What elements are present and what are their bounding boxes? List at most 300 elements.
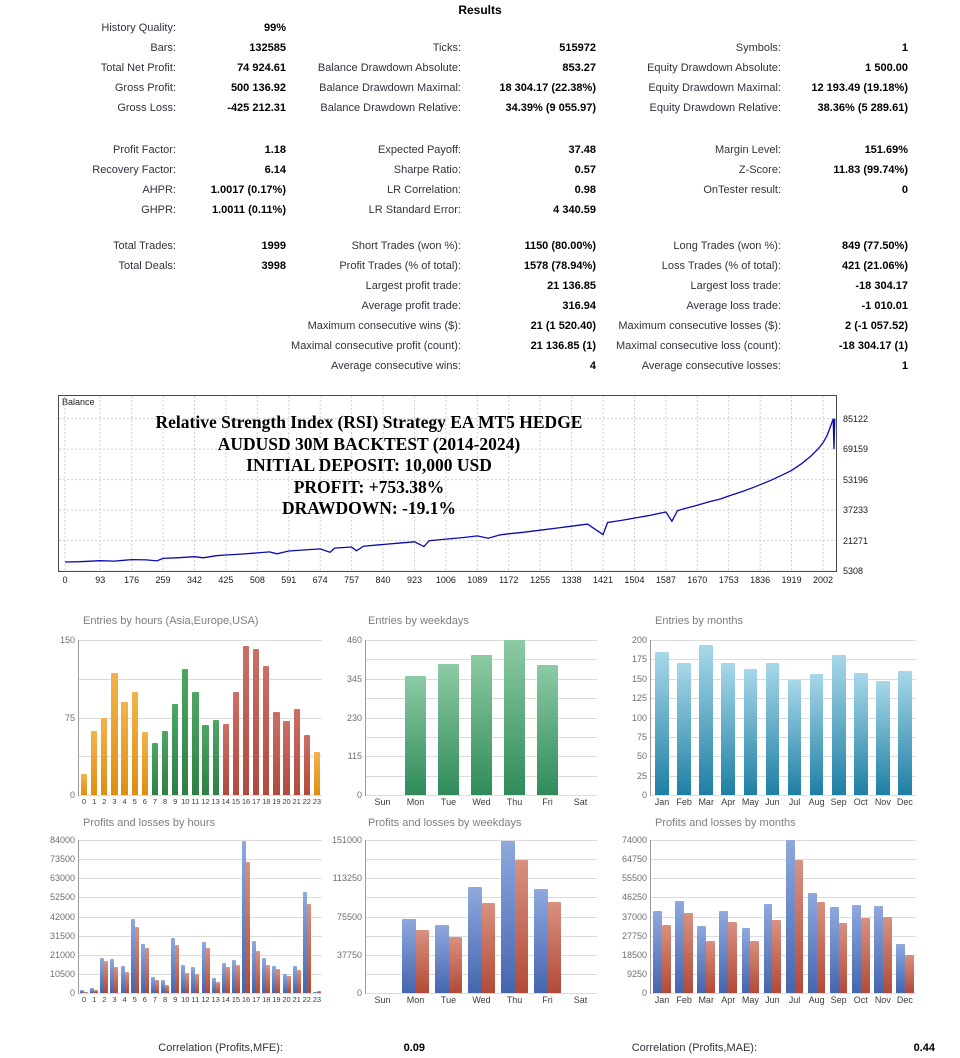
chart-entries-by-weekdays (346, 635, 597, 807)
stat-label: GHPR: (141, 204, 176, 216)
stat-label: Expected Payoff: (378, 144, 461, 156)
bar-entries (788, 680, 802, 795)
y-tick-label: 55500 (621, 873, 647, 884)
bar-group (99, 840, 109, 993)
x-tick-label: Thu (506, 797, 523, 807)
x-tick-label: 20 (282, 797, 291, 806)
x-tick-label: Sep (830, 995, 847, 1005)
y-tick-label: 175 (631, 654, 647, 665)
bar-loss (206, 948, 210, 993)
bar-loss (175, 945, 179, 993)
bar-area (366, 840, 597, 993)
x-tick-label: 7 (152, 797, 158, 806)
x-tick-label: 16 (241, 797, 251, 806)
bar-profit (808, 893, 817, 993)
bar-loss (276, 969, 280, 993)
x-tick-label: 20 (282, 995, 291, 1004)
y-tick-label: 113250 (332, 873, 362, 884)
x-tick-label: Jul (788, 995, 801, 1005)
bar-loss (155, 980, 159, 993)
x-tick-label: 6 (142, 995, 147, 1004)
bar-entries (192, 692, 198, 795)
bar-loss (662, 925, 671, 993)
chart-pl-by-hours (49, 835, 322, 1004)
bar-group (282, 840, 292, 993)
chart-title-entries-by-months: Entries by months (655, 615, 744, 627)
stat-row (0, 200, 920, 220)
bar-group (673, 840, 695, 993)
stat-row (0, 18, 920, 38)
stat-label: Average consecutive wins: (330, 360, 461, 372)
x-tick-label: 22 (302, 797, 311, 806)
bar-group (761, 640, 783, 795)
stat-label: Short Trades (won %): (351, 240, 461, 252)
bar-loss (94, 990, 98, 993)
y-tick-label: 84000 (49, 835, 75, 845)
bar-group (150, 840, 160, 993)
bar-group (465, 840, 498, 993)
x-axis-labels (366, 995, 597, 1005)
stat-label (596, 200, 781, 220)
bar-group (564, 640, 597, 795)
stat-value: 21 136.85 (547, 280, 596, 292)
x-tick-label: 21 (292, 797, 301, 806)
stat-label: Maximum consecutive losses ($): (618, 320, 781, 332)
stat-value: 11.83 (99.74%) (833, 164, 908, 176)
y-tick-label: 73500 (49, 854, 75, 865)
bar-group (211, 840, 221, 993)
bar-loss (750, 941, 759, 993)
stat-label: Largest loss trade: (690, 280, 781, 292)
x-tick-label: Aug (808, 995, 825, 1005)
bar-group (251, 640, 261, 795)
x-tick-label: 1 (92, 797, 97, 806)
x-tick-label: Dec (896, 797, 913, 807)
bar-group (432, 640, 465, 795)
y-tick-label: 151000 (331, 835, 362, 845)
stat-value: -1 010.01 (861, 300, 908, 312)
bar-area (79, 840, 322, 993)
x-tick-label: Sun (374, 995, 391, 1005)
x-tick-label: 21 (292, 995, 301, 1004)
gridline (651, 795, 916, 796)
stat-value: 1150 (80.00%) (524, 240, 596, 252)
stat-label: Profit Factor: (113, 144, 176, 156)
stat-label: History Quality: (101, 22, 176, 34)
y-tick-label: 150 (631, 673, 647, 684)
bar-profit (653, 911, 662, 993)
stat-value: 853.27 (562, 62, 596, 74)
bar-profit (786, 840, 795, 993)
bar-loss (883, 917, 892, 994)
bar-loss (135, 927, 139, 993)
stat-value: 316.94 (562, 300, 596, 312)
y-tick-label: 37750 (336, 949, 362, 960)
balance-x-tick-label: 1587 (655, 575, 676, 585)
page-title: Results (458, 3, 502, 17)
y-tick-label: 345 (346, 673, 362, 684)
bar-group (872, 840, 894, 993)
balance-x-tick-label: 591 (281, 575, 297, 585)
stat-value: 849 (77.50%) (841, 240, 908, 252)
bar-entries (111, 673, 117, 795)
bar-loss (165, 985, 169, 993)
balance-x-tick-label: 259 (155, 575, 171, 585)
bar-group (399, 640, 432, 795)
stat-label: Gross Loss: (117, 102, 176, 114)
stat-label: Equity Drawdown Relative: (649, 102, 781, 114)
stat-value: 12 193.49 (19.18%) (811, 82, 908, 94)
balance-y-tick-label: 85122 (843, 413, 869, 424)
y-tick-label: 75500 (336, 911, 362, 922)
bar-profit (830, 907, 839, 993)
stat-value: 21 (1 520.40) (530, 320, 596, 332)
x-tick-label: 6 (142, 797, 147, 806)
bar-profit (435, 925, 448, 993)
stat-value (176, 356, 286, 376)
bar-loss (706, 941, 715, 993)
x-axis-labels (79, 995, 322, 1004)
bar-loss (216, 982, 220, 993)
x-tick-label: 17 (252, 995, 261, 1004)
y-tick-label: 25 (636, 770, 647, 781)
x-tick-label: 4 (122, 797, 127, 806)
bar-entries (537, 665, 557, 795)
x-tick-label: 8 (162, 995, 168, 1004)
stat-value: 3998 (261, 260, 286, 272)
stat-row (0, 236, 920, 256)
balance-overlay-line: PROFIT: +753.38% (293, 476, 445, 497)
y-tick-label: 200 (631, 635, 647, 645)
stat-row (0, 276, 920, 296)
x-tick-label: 7 (152, 995, 158, 1004)
bar-loss (287, 976, 291, 993)
footer-value: 0.09 (403, 1042, 425, 1054)
stat-value: 21 136.85 (1) (530, 340, 596, 352)
x-tick-label: May (741, 797, 759, 807)
x-tick-label: 1 (92, 995, 97, 1004)
bar-group (120, 640, 130, 795)
bar-loss (728, 922, 737, 993)
balance-x-tick-label: 176 (124, 575, 140, 585)
stat-label (0, 296, 176, 316)
x-tick-label: Sat (573, 797, 588, 807)
balance-chart (58, 395, 869, 585)
bar-entries (101, 718, 107, 796)
bar-entries (132, 692, 138, 795)
y-tick-label: 21000 (49, 949, 75, 960)
bar-group (221, 840, 231, 993)
bar-entries (243, 646, 249, 795)
balance-x-tick-label: 1338 (561, 575, 582, 585)
bar-entries (294, 709, 300, 795)
bar-group (251, 840, 261, 993)
stat-label (596, 18, 781, 38)
bar-loss (839, 923, 848, 993)
x-tick-label: Dec (896, 995, 913, 1005)
balance-x-tick-label: 1670 (687, 575, 708, 585)
stat-value: 34.39% (9 055.97) (505, 102, 596, 114)
bar-loss (104, 961, 108, 993)
bar-group (806, 840, 828, 993)
x-tick-label: Tue (440, 995, 457, 1005)
bar-group (828, 840, 850, 993)
x-tick-label: 14 (221, 995, 230, 1004)
bar-entries (655, 652, 669, 795)
bar-loss (246, 862, 250, 994)
stat-label (0, 356, 176, 376)
x-tick-label: 11 (191, 995, 200, 1004)
bar-entries (233, 692, 239, 795)
bar-entries (699, 645, 713, 795)
stat-value: 1999 (261, 240, 286, 252)
x-tick-label: Wed (472, 797, 491, 807)
balance-x-tick-label: 1421 (593, 575, 614, 585)
y-tick-label: 0 (356, 790, 362, 800)
balance-overlay-line: Relative Strength Index (RSI) Strategy EA MT5 HEDGE (155, 412, 583, 432)
bar-group (695, 640, 717, 795)
y-tick-label: 46250 (621, 892, 647, 903)
stat-label: Largest profit trade: (365, 280, 461, 292)
bar-group (531, 640, 564, 795)
bar-group (130, 640, 140, 795)
x-tick-label: Fri (542, 797, 553, 807)
y-tick-label: 0 (641, 790, 647, 800)
x-tick-label: Nov (874, 995, 891, 1005)
bar-entries (504, 640, 524, 795)
stat-value (176, 336, 286, 356)
footer-label: Correlation (Profits,MFE): (158, 1042, 283, 1054)
x-tick-label: 11 (191, 797, 200, 806)
balance-x-tick-label: 1172 (499, 575, 519, 585)
bar-group (180, 840, 190, 993)
x-axis-labels (651, 995, 916, 1005)
bar-entries (213, 720, 219, 795)
x-tick-label: Mon (406, 797, 425, 807)
stat-label: Balance Drawdown Absolute: (317, 62, 461, 74)
bar-group (399, 840, 432, 993)
stat-value: 1.18 (264, 144, 286, 156)
bar-group (140, 640, 150, 795)
x-tick-label: 0 (81, 797, 87, 806)
stat-label: Z-Score: (738, 164, 781, 176)
bar-loss (195, 974, 199, 993)
balance-x-tick-label: 93 (95, 575, 106, 585)
x-tick-label: 15 (231, 995, 241, 1004)
bar-profit (402, 919, 415, 993)
stat-value: 1578 (78.94%) (523, 260, 596, 272)
bar-profit (874, 906, 883, 993)
bar-area (651, 840, 916, 993)
bar-loss (548, 902, 561, 993)
chart-title-pl-by-weekdays: Profits and losses by weekdays (368, 817, 522, 829)
y-tick-label: 125 (631, 693, 647, 704)
bar-group (292, 640, 302, 795)
bar-group (180, 640, 190, 795)
balance-y-tick-label: 5308 (843, 566, 864, 576)
x-tick-label: Tue (440, 797, 457, 807)
x-tick-label: 9 (173, 995, 178, 1004)
bar-group (894, 840, 916, 993)
bar-profit (501, 841, 514, 993)
stats-section-trades (0, 236, 920, 376)
bar-entries (91, 731, 97, 795)
bar-area (79, 640, 322, 795)
y-tick-label: 63000 (49, 873, 75, 884)
x-tick-label: Oct (853, 995, 868, 1005)
x-tick-label: 3 (112, 797, 117, 806)
stat-value: 132585 (249, 42, 286, 54)
balance-x-tick-label: 0 (62, 575, 68, 585)
x-tick-label: Wed (472, 995, 491, 1005)
bar-group (271, 840, 281, 993)
x-tick-label: 23 (312, 797, 322, 806)
bar-group (292, 840, 302, 993)
bar-group (201, 840, 211, 993)
y-tick-label: 37000 (621, 911, 647, 922)
x-tick-label: 19 (272, 995, 281, 1004)
bar-group (120, 840, 130, 993)
bar-group (302, 840, 312, 993)
x-tick-label: 18 (262, 995, 271, 1004)
x-tick-label: 8 (162, 797, 168, 806)
bar-entries (152, 743, 158, 795)
bar-area (366, 640, 597, 795)
bar-loss (817, 902, 826, 993)
bar-loss (297, 970, 301, 993)
bar-loss (145, 948, 149, 993)
bar-entries (304, 735, 310, 795)
stat-label: Average profit trade: (361, 300, 461, 312)
bar-loss (795, 860, 804, 993)
bar-entries (471, 655, 491, 795)
stat-label: Average consecutive losses: (641, 360, 781, 372)
bar-group (109, 840, 119, 993)
bar-loss (84, 992, 88, 993)
stat-label: Gross Profit: (114, 82, 176, 94)
bar-group (89, 840, 99, 993)
x-tick-label: Nov (874, 797, 891, 807)
x-tick-label: 16 (241, 995, 251, 1004)
chart-title-pl-by-months: Profits and losses by months (655, 817, 796, 829)
bar-group (894, 640, 916, 795)
bar-group (190, 840, 200, 993)
y-tick-label: 42000 (49, 911, 75, 922)
stat-row (0, 180, 920, 200)
balance-x-tick-label: 342 (186, 575, 202, 585)
stat-value: 1.0017 (0.17%) (210, 184, 286, 196)
bar-group (282, 640, 292, 795)
x-tick-label: 0 (81, 995, 87, 1004)
y-tick-label: 0 (356, 988, 362, 998)
balance-x-tick-label: 757 (344, 575, 360, 585)
bar-group (739, 640, 761, 795)
bar-group (302, 640, 312, 795)
balance-x-tick-label: 1919 (781, 575, 802, 585)
bar-loss (266, 965, 270, 993)
bar-group (432, 840, 465, 993)
x-tick-label: Oct (853, 797, 868, 807)
bar-entries (253, 649, 259, 795)
bar-entries (121, 702, 127, 795)
x-tick-label: May (741, 995, 759, 1005)
bar-group (651, 640, 673, 795)
y-tick-label: 74000 (621, 835, 647, 845)
stat-row (0, 336, 920, 356)
y-tick-label: 9250 (626, 968, 647, 979)
balance-x-tick-label: 1255 (530, 575, 551, 585)
y-tick-label: 52500 (49, 892, 75, 903)
bar-group (150, 640, 160, 795)
x-tick-label: Mar (698, 797, 714, 807)
bar-profit (468, 887, 481, 993)
chart-entries-by-months (631, 635, 916, 807)
bar-loss (256, 951, 260, 993)
stat-value: 99% (263, 22, 286, 34)
stat-row (0, 160, 920, 180)
bar-entries (810, 674, 824, 795)
x-tick-label: 18 (262, 797, 271, 806)
gridline (79, 795, 322, 796)
stats-section-ratios (0, 140, 920, 220)
bar-group (850, 840, 872, 993)
bar-entries (223, 724, 229, 795)
bar-loss (226, 967, 230, 993)
y-tick-label: 27750 (621, 930, 647, 941)
stat-label: Total Deals: (118, 260, 176, 272)
bar-entries (744, 669, 758, 795)
x-tick-label: Mon (406, 995, 425, 1005)
bar-loss (307, 904, 311, 993)
stat-label: Equity Drawdown Absolute: (647, 62, 781, 74)
bar-entries (172, 704, 178, 795)
gridline (651, 993, 916, 994)
stat-value: 151.69% (864, 144, 908, 156)
stat-label: Recovery Factor: (92, 164, 176, 176)
balance-x-tick-label: 1836 (750, 575, 771, 585)
bar-group (717, 640, 739, 795)
stat-value: 4 (589, 360, 596, 372)
bar-entries (721, 663, 735, 795)
bar-entries (876, 681, 890, 795)
bar-group (79, 640, 89, 795)
stat-label: Maximum consecutive wins ($): (307, 320, 461, 332)
bar-entries (182, 669, 188, 795)
stat-label: Bars: (150, 42, 176, 54)
bar-entries (283, 721, 289, 795)
x-tick-label: Jan (654, 797, 670, 807)
stat-label: Balance Drawdown Maximal: (319, 82, 461, 94)
bar-group (673, 640, 695, 795)
bar-loss (449, 937, 462, 993)
stat-row (0, 78, 920, 98)
bar-group (366, 640, 399, 795)
balance-x-tick-label: 1006 (435, 575, 456, 585)
stat-value: 515972 (559, 42, 596, 54)
bar-loss (905, 955, 914, 993)
gridline (79, 993, 322, 994)
bar-loss (114, 967, 118, 993)
bar-profit (852, 905, 861, 993)
stat-value: 0 (901, 184, 908, 196)
stat-value: 37.48 (568, 144, 596, 156)
stat-label: LR Standard Error: (368, 204, 461, 216)
bar-entries (81, 774, 87, 795)
stat-value: 1.0011 (0.11%) (211, 204, 286, 216)
bar-entries (273, 712, 279, 795)
x-tick-label: Aug (808, 797, 825, 807)
x-tick-label: 22 (302, 995, 311, 1004)
